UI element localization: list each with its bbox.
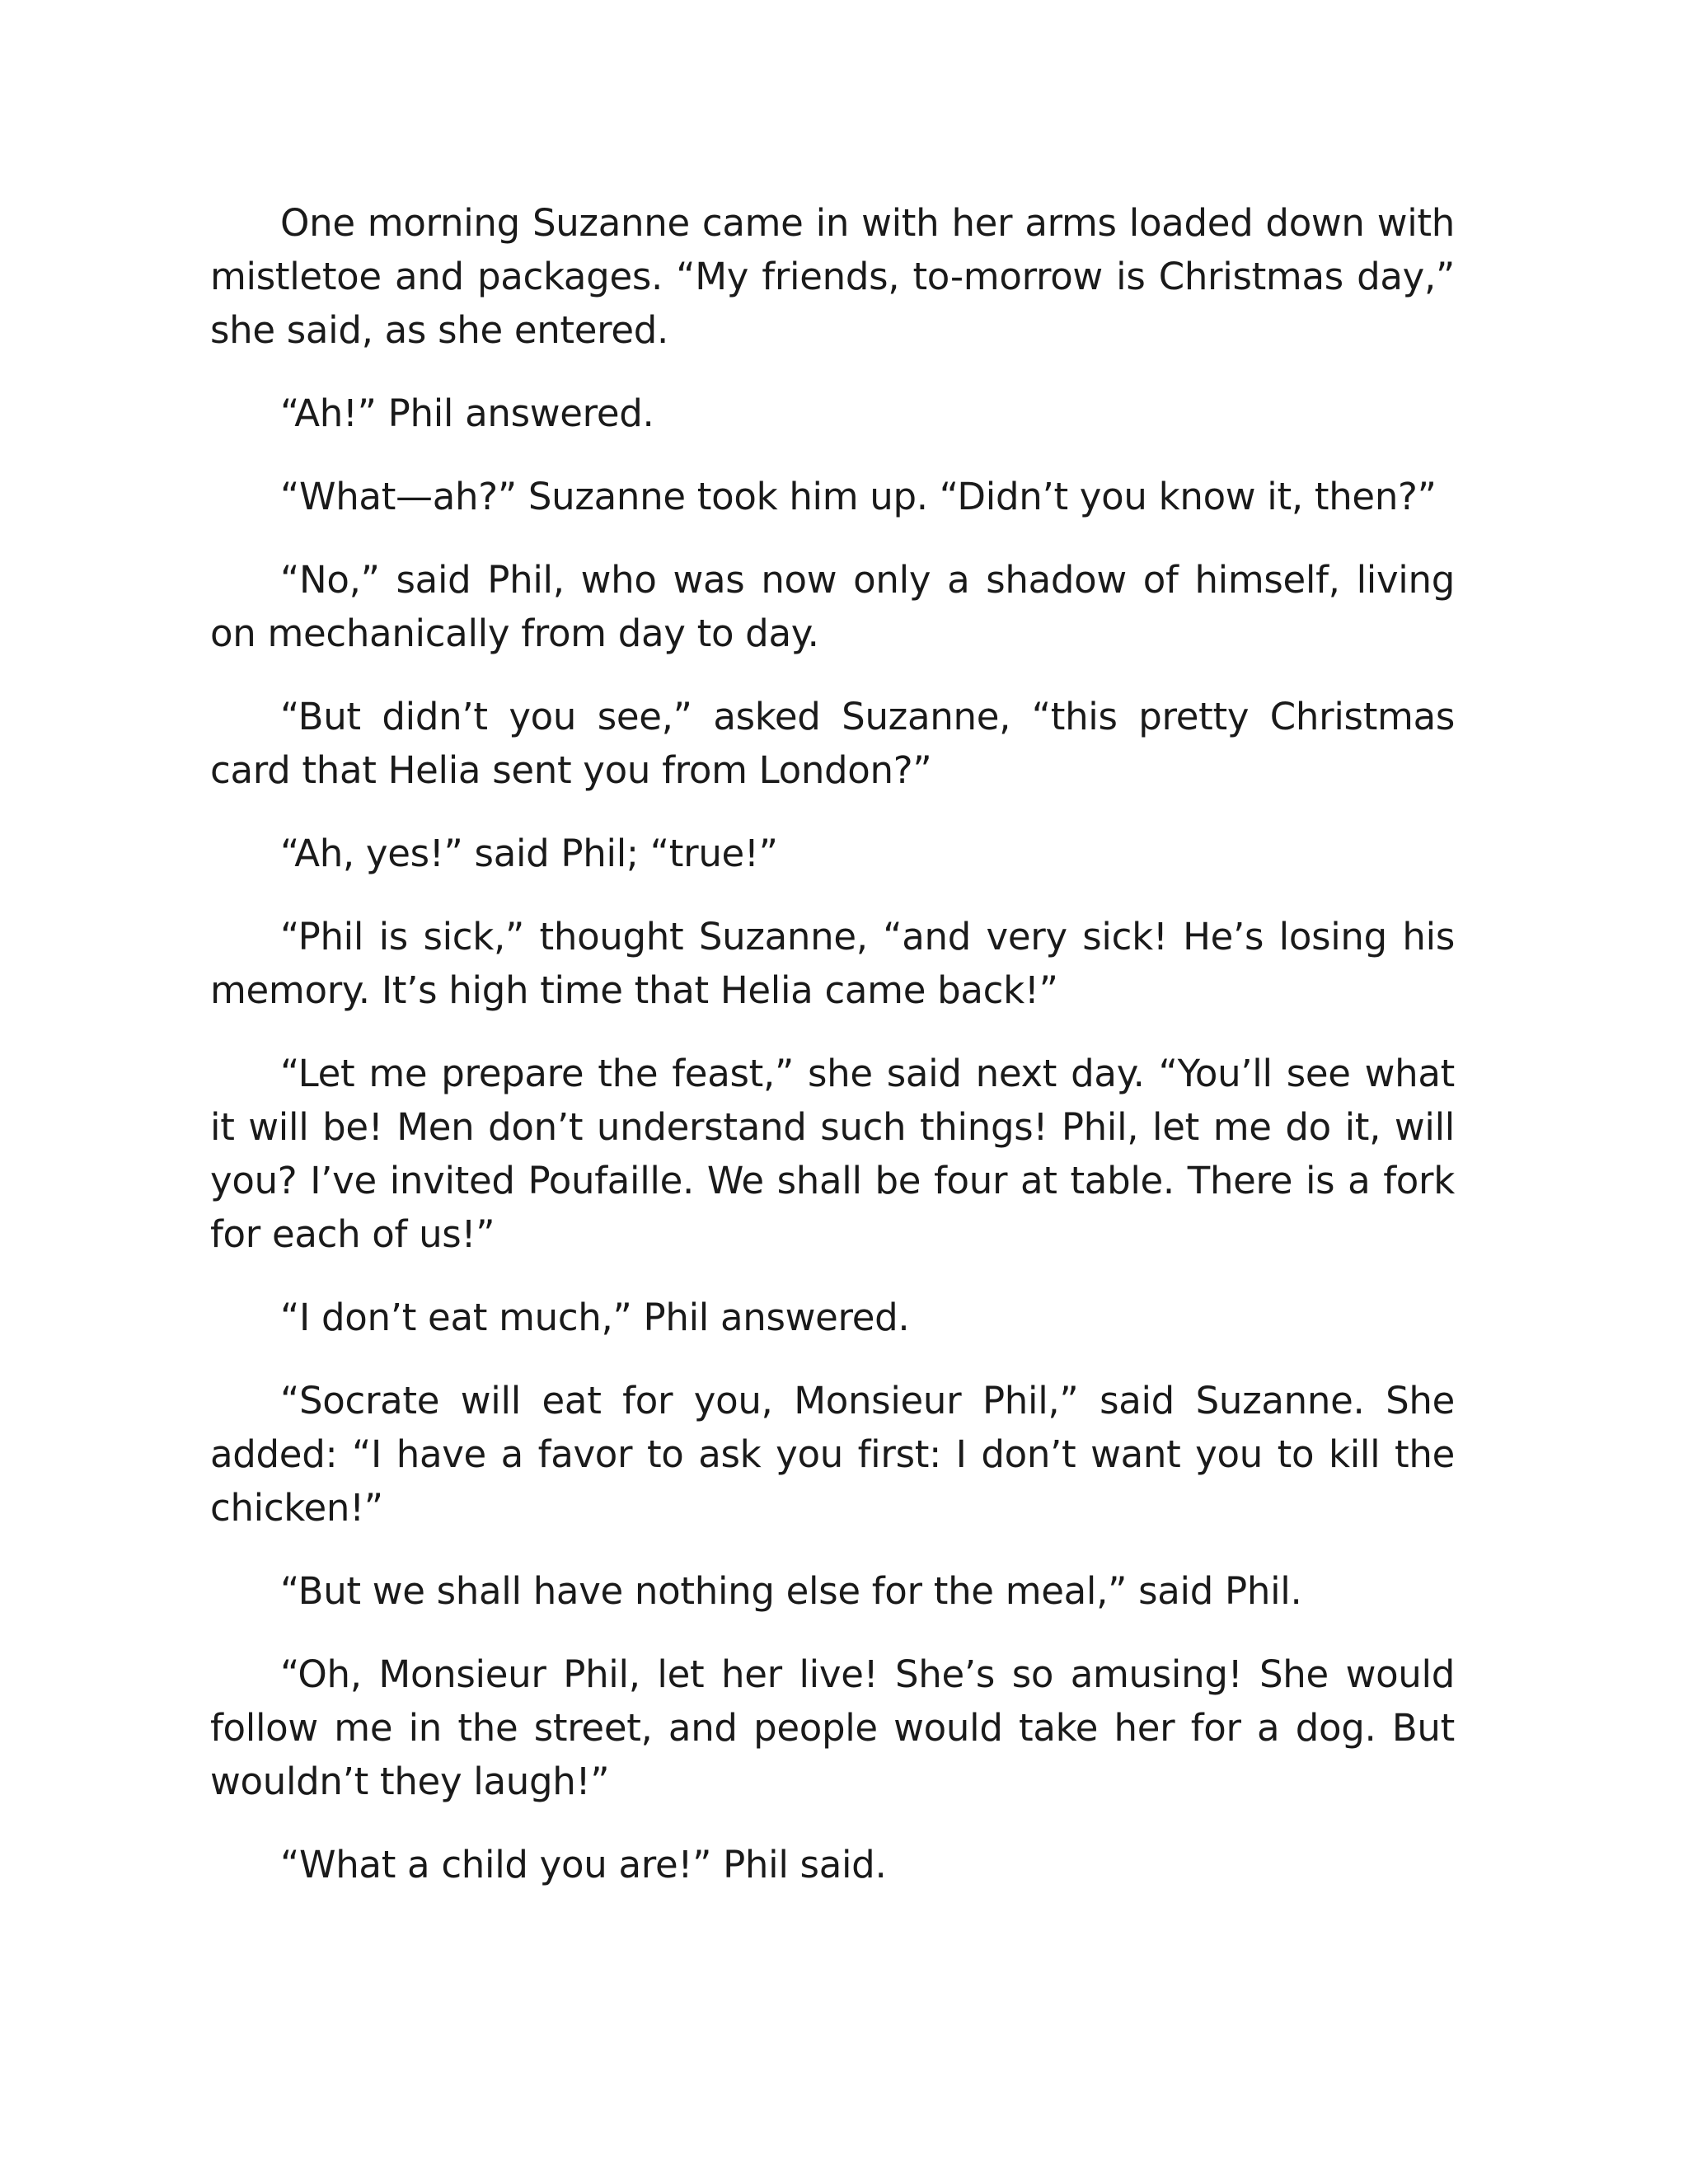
paragraph: “But we shall have nothing else for the meal,” said Phil. [280, 1569, 1302, 1613]
paragraph: “No,” said Phil, who was now only a shadow of himself, living on mechanically from day to day. [210, 558, 1455, 655]
page-text [210, 196, 1455, 1921]
paragraph: “Socrate will eat for you, Monsieur Phil,” said Suzanne. She added: “I have a favor to ask you first: I don’t want you to kill the chicken!” [210, 1379, 1455, 1530]
paragraph: One morning Suzanne came in with her arms loaded down with mistletoe and packages. “My friends, to-morrow is Christmas day,” she said, as she entered. [210, 201, 1455, 352]
paragraph: “But didn’t you see,” asked Suzanne, “this pretty Christmas card that Helia sent you from London?” [210, 695, 1455, 792]
paragraph: “I don’t eat much,” Phil answered. [280, 1296, 910, 1339]
paragraph: “Let me prepare the feast,” she said next day. “You’ll see what it will be! Men don’t understand such things! Phil, let me do it, will you? I’ve invited Poufaille. We shall be four at table. There is a fork for each of us!” [210, 1052, 1455, 1256]
paragraph: “What a child you are!” Phil said. [280, 1843, 887, 1886]
paragraph: “Ah!” Phil answered. [280, 391, 654, 435]
paragraph: “Phil is sick,” thought Suzanne, “and very sick! He’s losing his memory. It’s high time that Helia came back!” [210, 915, 1455, 1012]
paragraph: “Oh, Monsieur Phil, let her live! She’s so amusing! She would follow me in the street, and people would take her for a dog. But wouldn’t they laugh!” [210, 1652, 1455, 1803]
paragraph: “What—ah?” Suzanne took him up. “Didn’t you know it, then?” [280, 475, 1437, 518]
paragraph: “Ah, yes!” said Phil; “true!” [280, 832, 778, 875]
